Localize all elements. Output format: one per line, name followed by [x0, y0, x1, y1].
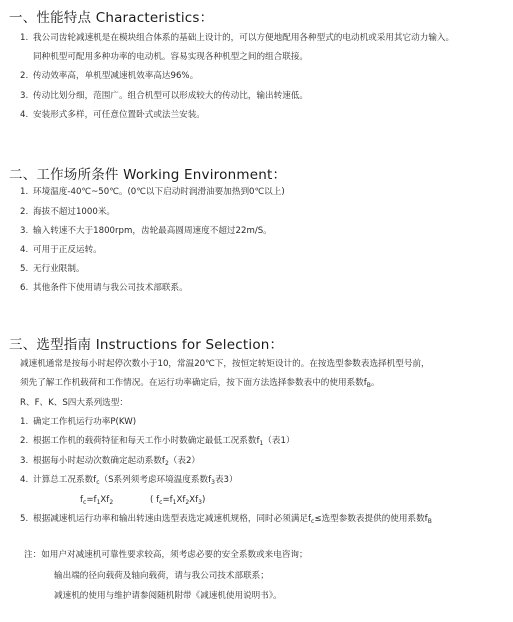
section-title-working-environment: 二、工作场所条件 Working Environment：	[9, 167, 287, 183]
list-item: 2. 根据工作机的载荷特征和每天工作小时数确定最低工况系数$f_1$（表1）	[20, 436, 295, 447]
note: 减速机的使用与维护请参阅随机附带《减速机使用说明书》。	[54, 591, 282, 601]
section-title-characteristics: 一、性能特点 Characteristics：	[9, 10, 214, 26]
section-title-selection: 三、选型指南 Instructions for Selection：	[9, 337, 284, 353]
list-item: 3. 根据每小时起动次数确定起动系数$f_2$（表2）	[20, 456, 201, 467]
list-item: 5. 无行业限制。	[20, 264, 85, 274]
list-item: 1. 环境温度-40℃~50℃。(0℃以下启动时润滑油要加热到0℃以上)	[20, 187, 285, 197]
list-item: 4. 安装形式多样，可任意位置卧式或法兰安装。	[20, 110, 205, 120]
formula: $f_c=f_1Xf_2$	[80, 495, 114, 506]
list-item: 1. 我公司齿轮减速机是在模块组合体系的基础上设计的，可以方便地配用各种型式的电动机或采用其它动力输入。	[20, 33, 455, 43]
list-item: 6. 其他条件下使用请与我公司技术部联系。	[20, 283, 188, 293]
list-item: 2. 传动效率高，单机型减速机效率高达96%。	[20, 71, 199, 81]
list-item: 1. 确定工作机运行功率P(KW)	[20, 417, 137, 427]
paragraph: 须先了解工作机载荷和工作情况。在运行功率确定后，按下面方法选择参数表中的使用系数$f_B$。	[20, 378, 380, 389]
list-item: 4. 可用于正反运转。	[20, 245, 102, 255]
list-item: 4. 计算总工况系数$f_c(S$系列须考虑环境温度系数$f_3$表3）	[20, 475, 238, 486]
list-item: 3. 传动比划分细，范围广。组合机型可以形成较大的传动比，输出转速低。	[20, 91, 309, 101]
list-item: 2. 海拔不超过1000米。	[20, 207, 116, 217]
note: 输出端的径向载荷及轴向载荷，请与我公司技术部联系；	[54, 571, 269, 581]
list-item: 5. 根据减速机运行功率和输出转速由选型表选定减速机规格，同时必须满足$f_c\le$选型参数表提供的使用系数$f_B$	[20, 514, 432, 525]
series-heading: R、F、K、S四大系列选型：	[20, 398, 128, 408]
paragraph: 减速机通常是按每小时起停次数小于10，常温20℃下，按恒定转矩设计的。在按选型参数表选择机型号前，	[20, 359, 430, 369]
note: 注：如用户对减速机可靠性要求较高，须考虑必要的安全系数或来电咨询；	[24, 550, 308, 560]
list-item: 同种机型可配用多种功率的电动机。容易实现各种机型之间的组合联接。	[33, 52, 309, 62]
list-item: 3. 输入转速不大于1800rpm，齿轮最高圆周速度不超过22m/S。	[20, 226, 272, 236]
formula: ( $f_c=f_1Xf_2Xf_3$)	[150, 495, 206, 506]
